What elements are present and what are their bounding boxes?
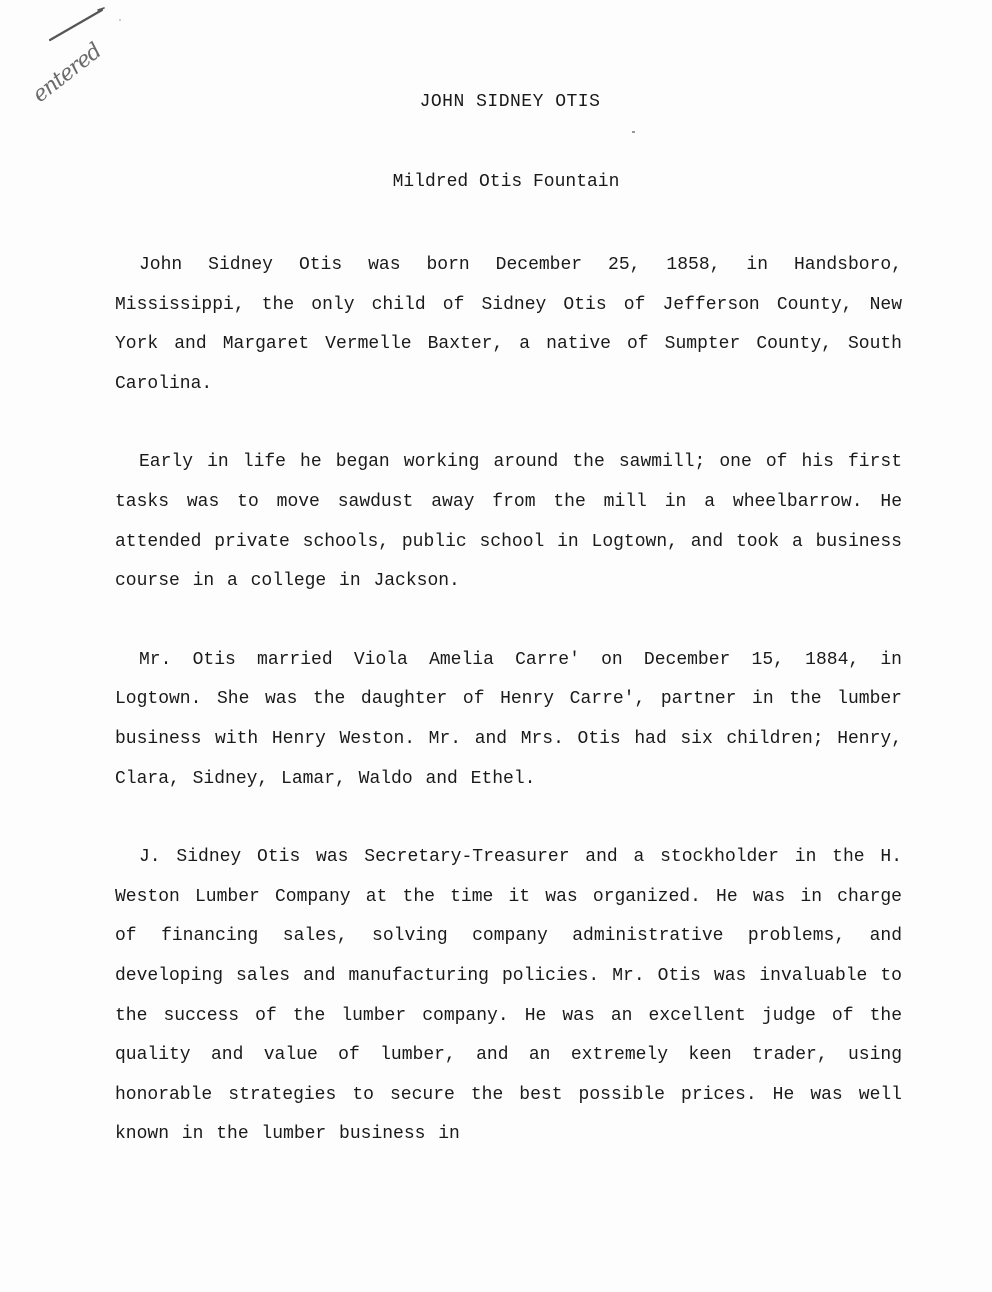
document-body: [115, 246, 902, 1194]
document-author: Mildred Otis Fountain: [392, 172, 620, 192]
handwritten-annotation: entered: [28, 38, 107, 108]
scan-speck: [632, 131, 635, 133]
paragraph-marriage: Mr. Otis married Viola Amelia Carre' on December 15, 1884, in Logtown. She was the daughter of Henry Carre', partner in the lumber business with Henry Weston. Mr. and Mrs. Otis had six children; Henry, Clara, Sidney, Lamar, Waldo and Ethel.: [115, 649, 902, 789]
paragraph-birth: John Sidney Otis was born December 25, 1858, in Handsboro, Mississippi, the only child of Sidney Otis of Jefferson County, New York and Margaret Vermelle Baxter, a native of Sumpter County, South Carolina.: [115, 255, 902, 394]
paragraph-career: J. Sidney Otis was Secretary-Treasurer and a stockholder in the H. Weston Lumber Company at the time it was organized. He was in charge of financing sales, solving company administrative problems, and developing sales and manufacturing policies. Mr. Otis was invaluable to the success of the lumber company. He was an excellent judge of the quality and value of lumber, and an extremely keen trader, using honorable strategies to secure the best possible prices. He was well known in the lumber business in: [115, 847, 902, 1145]
pen-stroke-mark: [40, 2, 130, 46]
paragraph-early-life: Early in life he began working around the sawmill; one of his first tasks was to move sawdust away from the mill in a wheelbarrow. He attended private schools, public school in Logtown, and took a business course in a college in Jackson.: [115, 452, 902, 592]
document-title: JOHN SIDNEY OTIS: [419, 92, 601, 112]
